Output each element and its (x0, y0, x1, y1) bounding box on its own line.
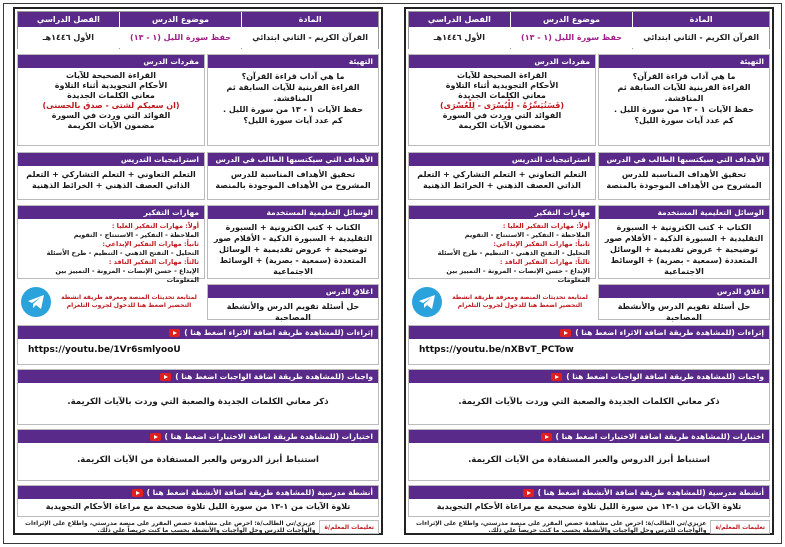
activities-box (408, 485, 770, 517)
header-term (18, 12, 119, 48)
vocab-line: مضمون الآيات الكريمة (67, 121, 155, 130)
intro-line: حفظ الآيات ١ - ١٣ من سورة الليل . (223, 105, 363, 114)
tests-text: استنباط أبرز الدروس والعبر المستفادة من الآيات الكريمة. (468, 455, 710, 465)
tests-box (408, 429, 770, 481)
telegram-text: لمتابعة تحديثات المنصة ومعرفة طريقة انشطة التحضير اضغط هنا للدخول لجروب التلغرام (452, 294, 588, 309)
skills-body (409, 219, 595, 288)
intro-box (598, 54, 770, 146)
intro-line: ما هي آداب قراءة القرآن؟ (241, 72, 345, 81)
intro-line: القراءة القرينية للآيات السابقة ثم المناقشة. (226, 83, 360, 103)
vocab-line: الأحكام التجويدية أثناء التلاوة (445, 81, 559, 90)
youtube-icon[interactable] (150, 433, 161, 441)
skills-heading: أولاً: مهارات التفكير العليا : (502, 222, 590, 230)
intro-line: كم عدد آيات سورة الليل؟ (634, 116, 734, 125)
homework-title-text: واجبات (للمشاهدة طريقة اضافة الواجبات اضغط هنا ) (175, 372, 373, 381)
homework-box (408, 369, 770, 425)
youtube-icon[interactable] (160, 373, 171, 381)
vocab-title: مفردات الدرس (409, 55, 595, 68)
vocab-line: الفوائد التي وردت في السورة (442, 111, 562, 120)
skills-title: مهارات التفكير (409, 206, 595, 219)
header-topic-value: حفظ سورة الليل (١ - ١٣) (511, 27, 632, 49)
vocab-line: القراءة الصحيحة للآيات (65, 71, 156, 80)
tools-box (207, 205, 379, 279)
lesson-header (17, 11, 379, 49)
closing-text: حل أسئلة تقويم الدرس والأنشطة المصاحبة (617, 302, 751, 322)
enrichment-link[interactable]: https://youtu.be/nXBvT_PCTow (419, 345, 574, 355)
teacher-instructions (408, 520, 770, 534)
telegram-icon[interactable] (21, 287, 51, 317)
goals-text: تحقيق الأهداف المناسبة للدرس المشروح من الأهداف الموجودة بالمنصة (215, 170, 371, 190)
skills-text: الملاحظة - التفكير - الاستنتاج - التقويم (464, 231, 590, 239)
strategies-box (17, 152, 205, 200)
header-subject (632, 12, 769, 48)
header-subject-value: القرآن الكريم - الثاني ابتدائي (242, 27, 378, 49)
youtube-icon[interactable] (541, 433, 552, 441)
header-term-value: الأول ١٤٤٦هـ (18, 27, 119, 49)
header-term-value: الأول ١٤٤٦هـ (409, 27, 510, 49)
enrichment-title[interactable] (409, 326, 769, 339)
skills-box (17, 205, 205, 284)
enrichment-link[interactable]: https://youtu.be/1Vr6smlyooU (28, 345, 181, 355)
skills-heading: ثانياً: مهارات التفكير الإبداعي: (493, 240, 590, 248)
header-topic (510, 12, 632, 48)
strategies-title: استراتيجيات التدريس (409, 153, 595, 166)
teacher-instructions-note: عزيزي/تي الطالب/ة: احرص على مشاهدة حصص المقرر على منصة مدرستي، واطلاع على الإثراءات والواجبات للدرس وحل الواجبات والأنشطة بحسب ما كنت حريصاً على ذلك. (416, 520, 707, 534)
vocab-box (408, 54, 596, 146)
homework-text: ذكر معاني الكلمات الجديدة والصعبة التي وردت بالآيات الكريمة. (67, 397, 329, 407)
header-subject-label: المادة (242, 12, 378, 27)
tests-box (17, 429, 379, 481)
homework-title-text: واجبات (للمشاهدة طريقة اضافة الواجبات اضغط هنا ) (566, 372, 764, 381)
vocab-line: الفوائد التي وردت في السورة (51, 111, 171, 120)
intro-body (208, 68, 378, 129)
enrichment-title-text: إثراءات (للمشاهدة طريقة اضافة الاثراء اضغط هنا ) (184, 328, 373, 337)
strategies-title: استراتيجيات التدريس (18, 153, 204, 166)
vocab-line: معاني الكلمات الجديدة (67, 91, 155, 100)
activities-title[interactable] (18, 486, 378, 499)
activities-title-text: أنشطة مدرسية (للمشاهدة طريقة اضافة الأنشطة اضغط هنا ) (146, 488, 373, 497)
header-term-label: الفصل الدراسي (18, 12, 119, 27)
tools-title: الوسائل التعليمية المستخدمة (599, 206, 769, 219)
homework-title[interactable] (18, 370, 378, 383)
tools-text: الكتاب + كتب الكترونية + السبورة التقليدية + السبورة الذكية - الأقلام صور توضيحية + عروض تقديمية + الوسائل المتعددة (سمعية - بصرية) + الوسائط الاجتماعية (213, 223, 373, 276)
intro-box (207, 54, 379, 146)
goals-box (598, 152, 770, 200)
intro-line: حفظ الآيات ١ - ١٣ من سورة الليل . (614, 105, 754, 114)
header-topic-label: موضوع الدرس (120, 12, 241, 27)
tests-title[interactable] (18, 430, 378, 443)
goals-title: الأهداف التي سيكتسبها الطالب في الدرس (599, 153, 769, 166)
skills-heading: أولاً: مهارات التفكير العليا : (111, 222, 199, 230)
goals-box (207, 152, 379, 200)
skills-text: التحليل - التفتح الذهني - التنظيم - طرح الأسئلة (46, 249, 199, 257)
teacher-instructions-label: تعليمات المعلم/ة (710, 520, 770, 534)
vocab-body (409, 68, 595, 134)
telegram-text: لمتابعة تحديثات المنصة ومعرفة طريقة انشطة التحضير اضغط هنا للدخول لجروب التلغرام (61, 294, 197, 309)
lesson-sheet-left (13, 7, 383, 535)
skills-title: مهارات التفكير (18, 206, 204, 219)
header-term-label: الفصل الدراسي (409, 12, 510, 27)
intro-title: التهيئة (208, 55, 378, 68)
strategies-text: التعلم التعاوني + التعلم التشاركي + التعلم الذاتي العصف الذهني + الخرائط الذهنية (417, 170, 587, 190)
enrichment-box (408, 325, 770, 365)
skills-heading: ثانياً: مهارات التفكير الإبداعي: (102, 240, 199, 248)
intro-line: ما هي آداب قراءة القرآن؟ (632, 72, 736, 81)
header-subject-label: المادة (633, 12, 769, 27)
vocab-line: الأحكام التجويدية أثناء التلاوة (54, 81, 168, 90)
tools-title: الوسائل التعليمية المستخدمة (208, 206, 378, 219)
lesson-header (408, 11, 770, 49)
tests-title-text: اختبارات (للمشاهدة طريقة اضافة الاختبارات اضغط هنا ) (555, 432, 764, 441)
skills-text: التحليل - التفتح الذهني - التنظيم - طرح الأسئلة (437, 249, 590, 257)
teacher-instructions-label: تعليمات المعلم/ة (319, 520, 379, 534)
activities-title[interactable] (409, 486, 769, 499)
skills-body (18, 219, 204, 288)
activities-box (17, 485, 379, 517)
closing-text: حل أسئلة تقويم الدرس والأنشطة المصاحبة (226, 302, 360, 322)
header-subject (241, 12, 378, 48)
enrichment-title[interactable] (18, 326, 378, 339)
telegram-promo[interactable] (408, 284, 596, 320)
strategies-text: التعلم التعاوني + التعلم التشاركي + التعلم الذاتي العصف الذهني + الخرائط الذهنية (26, 170, 196, 190)
skills-text: الملاحظة - التفكير - الاستنتاج - التقويم (73, 231, 199, 239)
enrichment-box (17, 325, 379, 365)
vocab-line: (ان سعيكم لشتى - صدق بالحسنى) (42, 101, 180, 110)
enrichment-title-text: إثراءات (للمشاهدة طريقة اضافة الاثراء اضغط هنا ) (575, 328, 764, 337)
vocab-title: مفردات الدرس (18, 55, 204, 68)
closing-title: اغلاق الدرس (208, 285, 378, 298)
youtube-icon[interactable] (132, 489, 143, 497)
goals-title: الأهداف التي سيكتسبها الطالب في الدرس (208, 153, 378, 166)
telegram-icon[interactable] (412, 287, 442, 317)
vocab-line: (فَسَنُيَسِّرُهُ - لِلْيُسْرَى - لِلْعُسْرَى) (439, 101, 565, 110)
activities-text: تلاوة الآيات من ١-١٣ من سورة الليل تلاوة صحيحة مع مراعاة الأحكام التجويدية (45, 502, 351, 511)
youtube-icon[interactable] (169, 329, 180, 337)
header-topic-label: موضوع الدرس (511, 12, 632, 27)
skills-text: الإبداع - حسن الإنصات - المرونة - التمييز بين المعلومات (446, 267, 590, 284)
youtube-icon[interactable] (523, 489, 534, 497)
intro-line: القراءة القرينية للآيات السابقة ثم المناقشة. (617, 83, 751, 103)
activities-text: تلاوة الآيات من ١-١٣ من سورة الليل تلاوة صحيحة مع مراعاة الأحكام التجويدية (436, 502, 742, 511)
closing-box (207, 284, 379, 320)
vocab-box (17, 54, 205, 146)
skills-heading: ثالثاً: مهارات التفكير الناقد : (499, 258, 590, 266)
tools-box (598, 205, 770, 279)
intro-line: كم عدد آيات سورة الليل؟ (243, 116, 343, 125)
telegram-promo[interactable] (17, 284, 205, 320)
vocab-line: مضمون الآيات الكريمة (458, 121, 546, 130)
header-term (409, 12, 510, 48)
tools-text: الكتاب + كتب الكترونية + السبورة التقليدية + السبورة الذكية - الأقلام صور توضيحية + عروض تقديمية + الوسائل المتعددة (سمعية - بصرية) + الوسائط الاجتماعية (604, 223, 764, 276)
tests-title[interactable] (409, 430, 769, 443)
activities-title-text: أنشطة مدرسية (للمشاهدة طريقة اضافة الأنشطة اضغط هنا ) (537, 488, 764, 497)
youtube-icon[interactable] (560, 329, 571, 337)
tests-title-text: اختبارات (للمشاهدة طريقة اضافة الاختبارات اضغط هنا ) (164, 432, 373, 441)
header-topic (119, 12, 241, 48)
teacher-instructions-note: عزيزي/تي الطالب/ة: احرص على مشاهدة حصص المقرر على منصة مدرستي، واطلاع على الإثراءات والواجبات للدرس وحل الواجبات والأنشطة بحسب ما كنت حريصاً على ذلك. (25, 520, 316, 534)
youtube-icon[interactable] (551, 373, 562, 381)
skills-text: الإبداع - حسن الإنصات - المرونة - التمييز بين المعلومات (55, 267, 199, 284)
goals-text: تحقيق الأهداف المناسبة للدرس المشروح من الأهداف الموجودة بالمنصة (606, 170, 762, 190)
strategies-box (408, 152, 596, 200)
homework-text: ذكر معاني الكلمات الجديدة والصعبة التي وردت بالآيات الكريمة. (458, 397, 720, 407)
teacher-instructions (17, 520, 379, 534)
skills-box (408, 205, 596, 284)
skills-heading: ثالثاً: مهارات التفكير الناقد : (108, 258, 199, 266)
intro-body (599, 68, 769, 129)
header-subject-value: القرآن الكريم - الثاني ابتدائي (633, 27, 769, 49)
vocab-line: معاني الكلمات الجديدة (458, 91, 546, 100)
vocab-line: القراءة الصحيحة للآيات (456, 71, 547, 80)
header-topic-value: حفظ سورة الليل (١ - ١٣) (120, 27, 241, 49)
closing-title: اغلاق الدرس (599, 285, 769, 298)
homework-title[interactable] (409, 370, 769, 383)
vocab-body (18, 68, 204, 134)
closing-box (598, 284, 770, 320)
tests-text: استنباط أبرز الدروس والعبر المستفادة من الآيات الكريمة. (77, 455, 319, 465)
intro-title: التهيئة (599, 55, 769, 68)
homework-box (17, 369, 379, 425)
lesson-sheet-right (404, 7, 774, 535)
